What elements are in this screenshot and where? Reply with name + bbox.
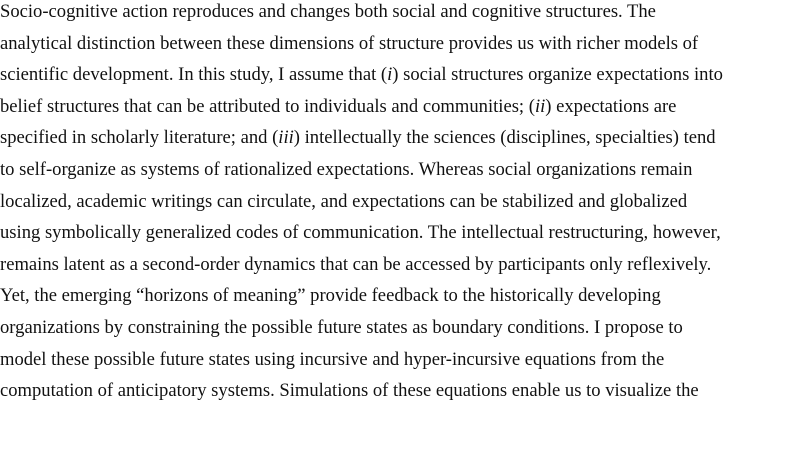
text-line: organizations by constraining the possible future states as boundary conditions. I propose to: [0, 316, 683, 338]
italic-numeral: i: [387, 64, 393, 86]
text-line: [0, 122, 723, 154]
text-segment: belief structures that can be attributed to individuals and communities; (: [0, 95, 535, 117]
text-line: [0, 91, 723, 123]
text-line: model these possible future states using incursive and hyper-incursive equations from the: [0, 348, 665, 370]
text-line: Socio-cognitive action reproduces and changes both social and cognitive structures. The: [0, 1, 656, 22]
text-line: using symbolically generalized codes of communication. The intellectual restructuring, however,: [0, 222, 721, 244]
text-segment: specified in scholarly literature; and (: [0, 127, 279, 149]
italic-numeral: iii: [278, 127, 294, 149]
text-line: remains latent as a second-order dynamics that can be accessed by participants only reflexively.: [0, 253, 712, 275]
text-line: Yet, the emerging “horizons of meaning” provide feedback to the historically developing: [0, 285, 661, 307]
text-line: localized, academic writings can circulate, and expectations can be stabilized and globalized: [0, 190, 688, 212]
italic-numeral: ii: [534, 95, 546, 117]
text-segment: scientific development. In this study, I assume that (: [0, 64, 388, 86]
text-line: [0, 59, 723, 91]
text-line: analytical distinction between these dimensions of structure provides us with richer models of: [0, 32, 699, 54]
text-segment: ) intellectually the sciences (disciplines, specialties) tend: [293, 127, 716, 149]
text-line: to self-organize as systems of rationalized expectations. Whereas social organizations remain: [0, 158, 693, 180]
text-segment: ) social structures organize expectations into: [392, 64, 723, 86]
text-line: computation of anticipatory systems. Simulations of these equations enable us to visualize the: [0, 380, 699, 402]
text-segment: ) expectations are: [545, 95, 677, 117]
